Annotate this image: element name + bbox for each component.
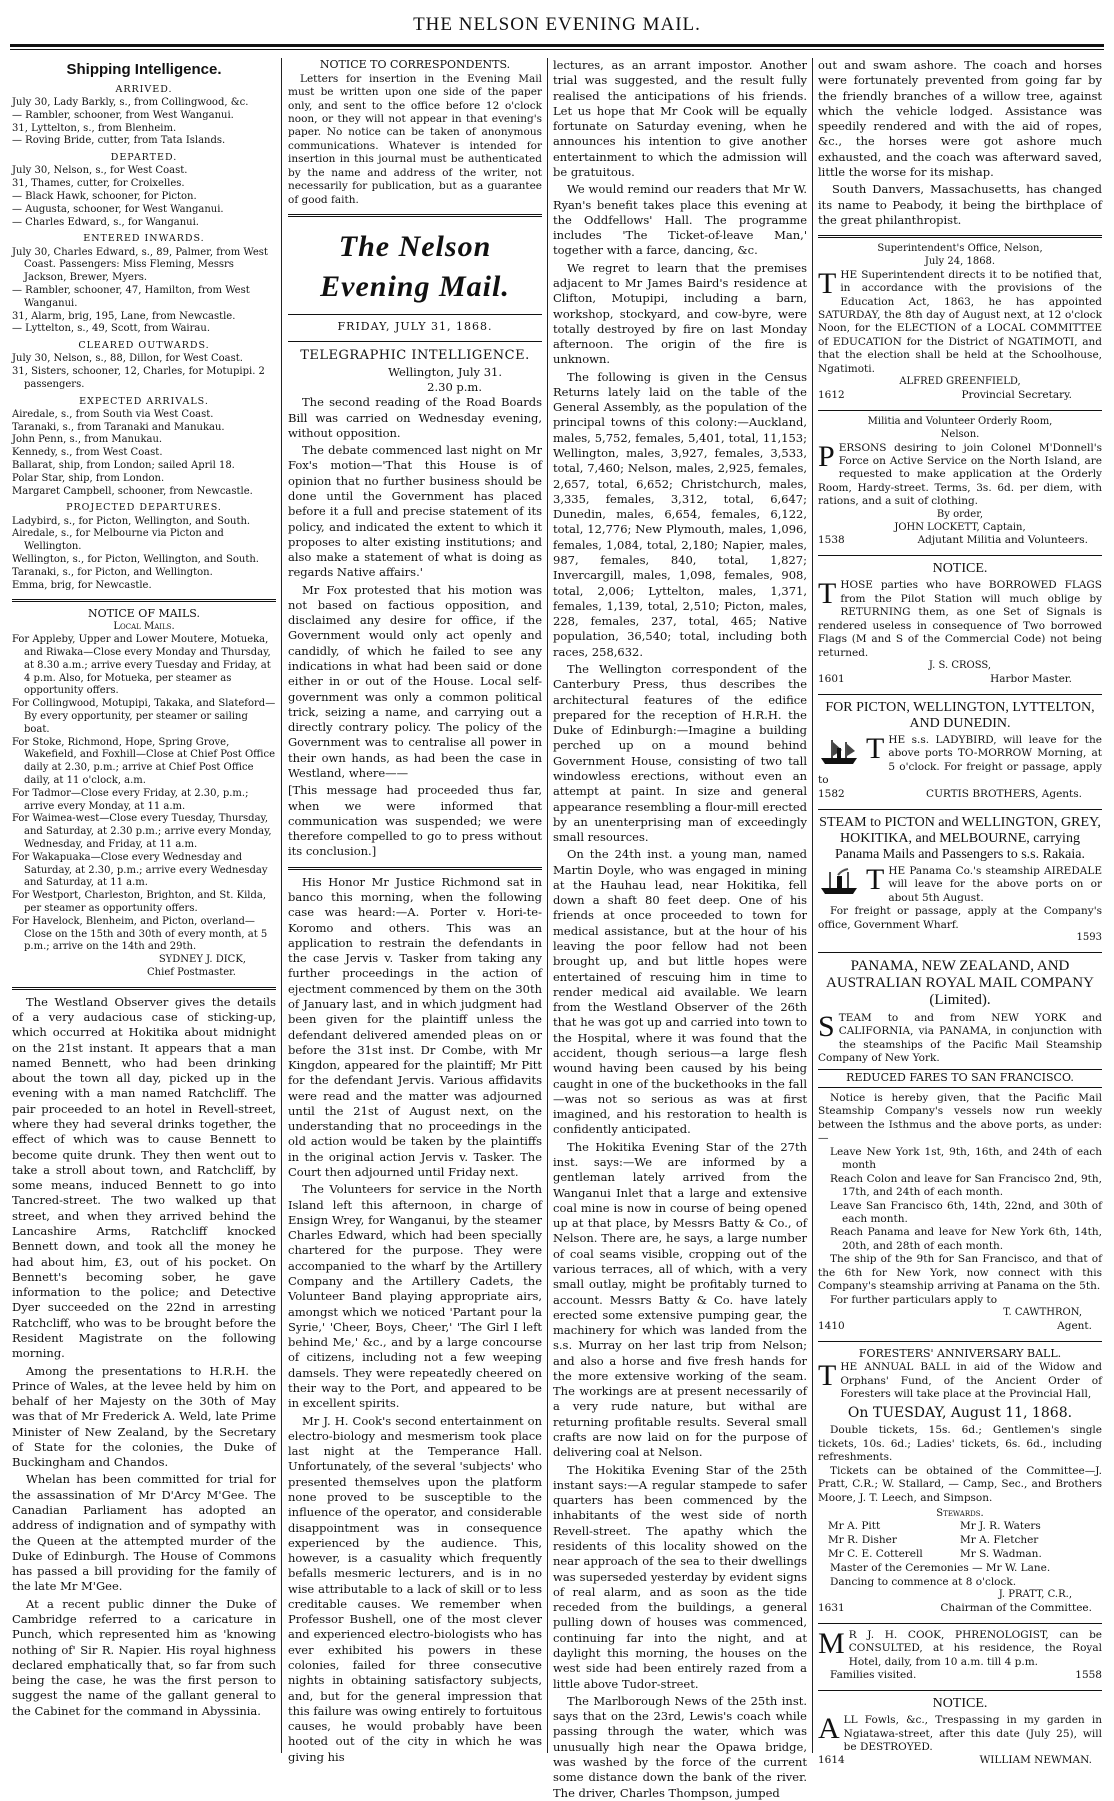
notice-of-mails (12, 607, 276, 979)
masthead: THE NELSON EVENING MAIL. (413, 14, 701, 35)
list-item: For Stoke, Richmond, Hope, Spring Grove, Wakefield, and Foxhill—Close at Chief Post Office daily at 2.30, p.m.; arrive at Chief Post Office daily, at 11 o'clock, a.m. (12, 736, 276, 787)
signature: J. S. CROSS, (928, 659, 992, 671)
ad-text: For freight or passage, apply at the Company's office, Government Wharf. (818, 905, 1102, 931)
ad-number: 1601 (818, 672, 845, 685)
paragraph: lectures, as an arrant impostor. Another trial was suggested, and the result fully realised the anticipations of his friends. Let us hope that Mr Cook will be equally fortunate on Saturday evening, when he announces his intention to give another entertainment to which the admission will be gratuitous. (553, 58, 807, 179)
list-item: July 30, Charles Edward, s., 89, Palmer, from West Coast. Passengers: Miss Fleming, Messrs Jackson, Brewer, Myers. (12, 246, 268, 284)
signature-role: Chief Postmaster. (147, 966, 236, 978)
arrived-heading: ARRIVED. (115, 83, 173, 95)
list-item: For Collingwood, Motupipi, Takaka, and Slateford—By every opportunity, per steamer or sailing boat. (12, 698, 276, 735)
stewards-list (818, 1520, 1102, 1562)
ad-heading: July 24, 1868. (924, 255, 996, 267)
list-item: 31, Alarm, brig, 195, Lane, from Newcastle. (12, 310, 236, 322)
paragraph: The Marlborough News of the 25th inst. says that on the 23rd, Lewis's coach while passing through the water, which was unusually high near the Opawa bridge, was washed by the force of the current some distance down the bank of the river. The driver, Charles Thompson, jumped (553, 1693, 807, 1800)
list-item: Reach Panama and leave for New York 6th, 14th, 20th, and 28th of each month. (830, 1226, 1102, 1252)
ad-number: 1582 (818, 787, 845, 800)
masthead-rule (10, 44, 1104, 47)
paragraph: The Volunteers for service in the North Island left this afternoon, in charge of Ensign Wrey, for Wanganui, by the steamer Charles Edward, which had been specially chartered for the purpose. They were accompanied to the wharf by the Artillery Company and the Artillery Cadets, the Volunteer Band playing appropriate airs, amongst which we noticed 'Partant pour la Syrie,' 'Cheer, Boys, Cheer,' 'The Girl I left behind Me,' &c., and by a large concourse of citizens, including not a few weeping damsels. They were repeatedly cheered on their way to the Port, and appeared to be in excellent spirits. (288, 1182, 542, 1411)
ad-text: Tickets can be obtained of the Committee—J. Pratt, C.R.; W. Stallard, — Camp, Sec., and Brothers Moore, J. T. Leech, and Simpson. (818, 1464, 1102, 1504)
paragraph: The following is given in the Census Returns lately laid on the table of the General Assembly, as the population of the principal towns of this colony:—Auckland, males, 5,752, females, 5,401, total, 11,153; Wellington, males, 3,927, females, 3,533, total, 7,460; Nelson, males, 2,925, females, 2,657, total, 6,652; Christchurch, males, 3,335, females, 3,312, total, 6,647; Dunedin, males, 6,654, females, 6,122, total, 12,776; New Plymouth, males, 1,096, females, 1,084, total, 2,180; Napier, males, 987, females, 840, total, 1,827; Invercargill, males, 1,098, females, 908, total, 2,006; Lyttelton, males, 1,371, females, 1,139, total, 2,510; Picton, males, 228, females, 237, total, 465; Native population, 36,540; total, including both races, 258,632. (553, 369, 807, 659)
list-item: 31, Sisters, schooner, 12, Charles, for Motupipi. 2 passengers. (12, 366, 265, 390)
ad-text: Double tickets, 15s. 6d.; Gentlemen's single tickets, 10s. 6d.; Ladies' tickets, 6s. 6d., including refreshments. (818, 1424, 1102, 1464)
list-item: — Roving Bride, cutter, from Tata Islands. (12, 135, 226, 147)
column-divider (547, 58, 548, 1753)
drop-cap: T (818, 577, 837, 611)
ad-text: ERSONS desiring to join Colonel M'Donnell's Force on Active Service on the North Island, are requested to make application at the Orderly Room, Hardy-street. Terms, 3s. 6d. per diem, with rations, and a suit of clothing. (818, 441, 1102, 508)
ad-title: FOR PICTON, WELLINGTON, LYTTELTON, AND DUNEDIN. (825, 699, 1095, 731)
paragraph: The Hokitika Evening Star of the 27th inst. says:—We are informed by a gentleman lately arrived from the Wanganui Inlet that a large and extensive coal mine is now in course of being opened up at that place, by Messrs Batty & Co., of Nelson. There are, he says, a large number of coal seams visible, cropping out of the various terraces, all of which, with a very small outlay, might be profitably turned to account. Messrs Batty & Co. have lately erected some extensive pumping gear, the machinery for which was landed from the s.s. Murray on her last trip from Nelson; and also a horse and five fresh hands for the more extensive working of the seam. The workings are at present necessarily of a very rude nature, but withal are returning profitable results. Several small crafts are now laid on for the purpose of delivering coal at Nelson. (553, 1139, 807, 1460)
list-item: Mr S. Wadman. (960, 1548, 1042, 1561)
paragraph: The debate commenced last night on Mr Fox's motion—'That this House is of opinion that no further business should be done until the Government has placed before it a full and precise statement of its policy, and indicated the extent to which it proposes to alter existing institutions; and also make a statement of what is doing as regards Native affairs.' (288, 443, 542, 580)
ad-heading: Militia and Volunteer Orderly Room, (867, 415, 1053, 427)
list-item: Ladybird, s., for Picton, Wellington, and South. (12, 515, 251, 527)
signature: CURTIS BROTHERS, Agents. (926, 787, 1082, 800)
signature-role: Adjutant Militia and Volunteers. (917, 534, 1088, 547)
list-item: For Tadmor—Close every Friday, at 2.30, p.m.; arrive every Monday, at 11 a.m. (12, 787, 249, 812)
ad-number: 1593 (1076, 932, 1102, 944)
column-4 (818, 58, 1102, 1767)
divider (818, 1690, 1102, 1691)
drop-cap: S (818, 1009, 835, 1043)
list-item: Mr J. R. Waters (960, 1520, 1041, 1533)
mails-title: NOTICE OF MAILS. (88, 607, 200, 621)
list-item: For Havelock, Blenheim, and Picton, overland—Close on the 15th and 30th of every month, at 5 p.m.; arrive on the 14th and 29th. (12, 915, 268, 953)
column-1 (12, 58, 276, 1753)
paragraph: His Honor Mr Justice Richmond sat in banco this morning, when the following case was heard:—A. Porter v. Hori-te-Koromo and others. This was an application to restrain the defendants in the case Jervis v. Tasker from taking any further proceedings in the action of ejectment commenced by them on the 30th of January last, and in which judgment had been given for the plaintiff unless the defendant delivered amended pleas on or before the 31st inst. Dr Combe, with Mr Kingdon, appeared for the plaintiff; Mr Pitt for the defendant Jervis. Various affidavits were read and the matter was adjourned until the 21st of August next, on the understanding that no proceedings in the old action would be taken by the plaintiffs in the original action Jervis v. Tasker. The Court then adjourned until Friday next. (288, 874, 542, 1180)
list-item: Wellington, s., for Picton, Wellington, and South. (12, 553, 259, 565)
paragraph: out and swam ashore. The coach and horses were fortunately prevented from going far by the friendly branches of a willow tree, against which the vehicle lodged. Assistance was speedily rendered and with the aid of ropes, &c., the horses were got ashore much exhausted, and the coach was afterward saved, little the worse for its mishap. (818, 58, 1102, 179)
drop-cap: T (818, 266, 837, 300)
list-item: Leave New York 1st, 9th, 16th, and 24th of each month (830, 1145, 1102, 1172)
signature: WILLIAM NEWMAN. (979, 1754, 1092, 1767)
drop-cap: M (818, 1626, 845, 1660)
paragraph: The Westland Observer gives the details of a very audacious case of sticking-up, which occurred at Hokitika about midnight on the 21st instant. It appears that a man named Bennett, who had been drinking about the town all day, picked up in the evening with a man named Ratchcliff. The pair proceeded to an hotel in Revell-street, where they had several drinks together, the effect of which was to cause Bennett to become quite drunk. They then went out to take a stroll about town, and Ratchcliff, by some means, induced Bennett to go into Tancred-street. The two walked up that street, and when they arrived behind the Lancashire Arms, Ratchcliff knocked Bennett down, and took all the money he had about him, £3, out of his pocket. On Bennett's becoming sober, he gave information to the police; and Detective Dyer succeeded on the 22nd in arresting Ratchcliff, who was to be brought before the Resident Magistrate on the following morning. (12, 994, 276, 1361)
masthead-rule-thin (10, 49, 1104, 50)
paragraph: Mr J. H. Cook's second entertainment on electro-biology and mesmerism took place last night at the Temperance Hall. Unfortunately, of the several 'subjects' who presented themselves upon the platform none proved to be susceptible to the influence of the operator, and considerable disappointment was in consequence experienced by the audience. This, however, is a casuality which frequently befalls mesmeric lecturers, and is in no wise attributable to a lack of skill or to less creditable causes. We remember when Professor Bushell, one of the most clever and experienced electro-biologists who has ever exhibited his powers in these colonies, failed for three consecutive nights in obtaining satisfactory subjects, and, but for the general impression that this failure was owing entirely to fortuitous causes, he would probably have been hooted out of the city in which he was giving his (288, 1413, 542, 1764)
ad-number: 1612 (818, 388, 845, 401)
ad-text: Dancing to commence at 8 o'clock. (830, 1575, 1017, 1588)
ad-text: Notice is hereby given, that the Pacific Mail Steamship Company's vessels now run weekly between the Isthmus and the above ports, as under:— (818, 1092, 1102, 1145)
ad-number: 1410 (818, 1319, 845, 1332)
ad-title: FORESTERS' ANNIVERSARY BALL. (858, 1346, 1062, 1360)
advertisement-foresters-ball (818, 1347, 1102, 1616)
paragraph: We regret to learn that the premises adjacent to Mr James Baird's residence at Clifton, Motupipi, including a barn, workshop, stockyard, and cow-byre, were totally destroyed by fire on last Monday afternoon. The origin of the fire is unknown. (553, 260, 807, 367)
list-item: For Waimea-west—Close every Tuesday, Thursday, and Saturday, at 2.30 p.m.; arrive every Monday, Wednesday, and Friday, at 11 a.m. (12, 813, 272, 850)
list-item: — Black Hawk, schooner, for Picton. (12, 191, 197, 203)
advertisement-militia (818, 416, 1102, 548)
list-item: Margaret Campbell, schooner, from Newcastle. (12, 485, 253, 497)
signature: ALFRED GREENFIELD, (899, 376, 1021, 388)
ad-text: TEAM to and from NEW YORK and CALIFORNIA, via PANAMA, in conjunction with the steamships of the Pacific Mail Steamship Company of New York. (818, 1011, 1102, 1064)
ad-number: 1538 (818, 534, 845, 547)
nameplate: The Nelson Evening Mail. (320, 230, 510, 303)
advertisement-flags (818, 561, 1102, 686)
list-item: Reach Colon and leave for San Francisco 2nd, 9th, 17th, and 24th of each month. (830, 1172, 1102, 1199)
paragraph: We would remind our readers that Mr W. Ryan's benefit takes place this evening at the Oddfellows' Hall. The programme includes 'The Ticket-of-leave Man,' together with a farce, dancing, &c. (553, 182, 807, 258)
signature-role: Harbor Master. (990, 672, 1072, 685)
drop-cap: T (818, 1359, 837, 1393)
drop-cap: T (866, 731, 885, 765)
list-item: Taranaki, s., for Picton, and Wellington. (12, 566, 213, 578)
signature: SYDNEY J. DICK, (158, 954, 246, 966)
signature-role: Chairman of the Committee. (940, 1601, 1092, 1614)
list-item: For Wakapuaka—Close every Wednesday and Saturday, at 2.30, p.m.; arrive every Wednesday and Saturday, at 11 a.m. (12, 851, 268, 889)
list-item: — Rambler, schooner, 47, Hamilton, from West Wanganui. (12, 284, 250, 309)
advertisement-airedale (818, 815, 1102, 945)
list-item: — Charles Edward, s., for Wanganui. (12, 216, 199, 228)
mails-subtitle: Local Mails. (113, 621, 175, 633)
ad-heading: Nelson. (940, 428, 980, 440)
signature-role: Agent. (1057, 1319, 1092, 1332)
ad-date: On TUESDAY, August 11, 1868. (847, 1404, 1073, 1421)
article-body (12, 995, 276, 1719)
ad-text: HE Superintendent directs it to be notified that, in accordance with the provisions of the Education Act, 1863, he has appointed SATURDAY, the 8th day of August next, at 12 o'clock Noon, for the ELECTION of a LOCAL COMMITTEE of EDUCATION for the District of NGATIMOTI, and that the election shall be held at the Schoolhouse, Ngatimoti. (818, 268, 1102, 375)
divider (818, 235, 1102, 238)
list-item: — Lyttelton, s., 49, Scott, from Wairau. (12, 323, 210, 335)
notice-title: NOTICE TO CORRESPONDENTS. (319, 58, 511, 71)
list-item: 31, Thames, cutter, for Croixelles. (12, 178, 185, 190)
list-item: 31, Lyttelton, s., from Blenheim. (12, 122, 177, 134)
ad-text: Families visited. (830, 1669, 917, 1682)
ad-number: 1558 (1075, 1669, 1102, 1682)
paragraph: At a recent public dinner the Duke of Cambridge referred to a caricature in Punch, which represented him as 'knowing nothing of' Sir R. Napier. His royal highness declared emphatically that, so far from such being the case, he was the first person to suggest the name of the gallant general to the Cabinet for the command in Abyssinia. (12, 1596, 276, 1718)
ad-title: NOTICE. (932, 1695, 988, 1711)
entered-heading: ENTERED INWARDS. (83, 233, 205, 245)
list-item: Taranaki, s., from Taranaki and Manukau. (12, 421, 225, 433)
shipping-intelligence (12, 84, 276, 592)
advertisement-phrenologist (818, 1626, 1102, 1683)
list-item: July 30, Lady Barkly, s., from Collingwood, &c. (12, 97, 249, 109)
divider (288, 314, 542, 315)
list-item: For Appleby, Upper and Lower Moutere, Motueka, and Riwaka—Close every Monday and Thursday, at 8.30 a.m.; arrive every Tuesday and Friday, at 4 p.m. Also, for Motueka, per steamer as opportunity offers. (12, 634, 271, 697)
column-divider (281, 58, 282, 1753)
divider (288, 214, 542, 217)
list-item: John Penn, s., from Manukau. (12, 434, 163, 446)
paragraph: Among the presentations to H.R.H. the Prince of Wales, at the levee held by him on behalf of her Majesty on the 30th of May was that of Mr Frederick A. Weld, late Prime Minister of New Zealand, by the Secretary of State for the colonies, the Duke of Buckingham and Chandos. (12, 1363, 276, 1470)
ad-text: R J. H. COOK, PHRENOLOGIST, can be CONSULTED, at his residence, the Royal Hotel, daily, from 10 a.m. till 4 p.m. (848, 1628, 1102, 1668)
signature: J. PRATT, C.R., (998, 1588, 1072, 1600)
ad-text: Master of the Ceremonies — Mr W. Lane. (830, 1562, 1051, 1575)
list-item: Ballarat, ship, from London; sailed April 18. (12, 460, 235, 472)
list-item: Airedale, s., for Melbourne via Picton and Wellington. (12, 528, 224, 553)
list-item: Airedale, s., from South via West Coast. (12, 408, 214, 420)
paragraph: The second reading of the Road Boards Bill was carried on Wednesday evening, without opposition. (288, 395, 542, 440)
ad-text: LL Fowls, &c., Trespassing in my garden in Ngiatawa-street, after this date (July 25), will be DESTROYED. (843, 1714, 1102, 1753)
paragraph: [This message had proceeded thus far, when we were informed that communication was suspended; we were therefore compelled to go to press without its conclusion.] (288, 783, 542, 859)
signature: T. CAWTHRON, (1003, 1307, 1082, 1319)
list-item: Polar Star, ship, from London. (12, 472, 165, 484)
list-item: July 30, Nelson, s., 88, Dillon, for West Coast. (12, 353, 243, 365)
list-item: — Rambler, schooner, from West Wanganui. (12, 109, 234, 121)
notice-text: Letters for insertion in the Evening Mail must be written upon one side of the paper only, and sent to the office before 12 o'clock noon, or they will not appear in that evening's paper. No notice can be taken of anonymous communications. Whatever is intended for insertion in this journal must be authenticated by the name and address of the writer, not necessarily for publication, but as a guarantee of good faith. (288, 72, 542, 206)
ad-heading: Superintendent's Office, Nelson, (877, 243, 1043, 255)
paragraph: On the 24th inst. a young man, named Martin Doyle, who was engaged in mining at the Hauhau lead, near Hokitika, fell down a shaft 80 feet deep. One of his friends at once proceeded to town for medical assistance, but at the hour of his leaving the poor fellow had not been brought up, and but little hopes were entertained of rescuing him in time to render medical aid available. We learn from the Westland Observer of the 26th that he was got up and carried into town to the Hospital, where it was found that the accident, though serious—a large flesh wound having been caused by his being caught in one of the buckethooks in the fall—was not so serious as was at first imagined, and his restoration to health is confidently anticipated. (553, 847, 807, 1137)
ad-title: NOTICE. (932, 561, 988, 577)
divider (12, 599, 276, 602)
telegraphic-title: TELEGRAPHIC INTELLIGENCE. (300, 348, 530, 364)
list-item: Mr C. E. Cotterell (828, 1548, 923, 1561)
list-item: July 30, Nelson, s., for West Coast. (12, 165, 188, 177)
divider (818, 694, 1102, 695)
divider (818, 1623, 1102, 1624)
divider (818, 952, 1102, 953)
advertisement-fowls (818, 1696, 1102, 1768)
list-item: Mr A. Pitt (828, 1520, 881, 1533)
divider (12, 987, 276, 990)
drop-cap: A (818, 1712, 840, 1746)
ad-byline: By order, (936, 508, 984, 520)
column-3 (553, 58, 807, 1800)
steamship-icon (818, 867, 860, 897)
signature: JOHN LOCKETT, Captain, (894, 521, 1026, 533)
drop-cap: T (866, 862, 885, 896)
dateline-place: Wellington, July 31. (388, 364, 502, 379)
list-item: Mr R. Disher (828, 1534, 897, 1547)
paragraph: Mr Fox protested that his motion was not based on factious opposition, and disclaimed any desire for office, if the Government would only act openly and candidly, of which he failed to see any indications in what had been said or done either in or out of the House. Local self-government was only a common political trick, seizing a name, and carrying out a directly contrary policy. The policy of the Government was to centralise all power in their own hands, as had been the case in Westland, where—— (288, 582, 542, 780)
dateline-time: 2.30 p.m. (427, 379, 482, 394)
list-item: Kennedy, s., from West Coast. (12, 447, 163, 459)
list-item: Leave San Francisco 6th, 14th, 22nd, and 30th of each month. (830, 1199, 1102, 1225)
list-item: For Westport, Charleston, Brighton, and St. Kilda, per steamer as opportunity offers. (12, 890, 267, 914)
departed-heading: DEPARTED. (110, 152, 178, 164)
ship-icon (818, 736, 860, 766)
paragraph: The Hokitika Evening Star of the 25th instant says:—A regular stampede to safer quarters has been commenced by the inhabitants of the west side of north Revell-street. The apathy which the residents of this locality showed on the near approach of the sea to their dwellings was superseded yesterday by evident signs of real alarm, and as soon as the tide receded from the buildings, a general pulling down of houses was commenced, continuing far into the night, and at daylight this morning, the houses on the west side had been entirely razed from a little above Tudor-street. (553, 1462, 807, 1691)
list-item: Emma, brig, for Newcastle. (12, 579, 152, 591)
ad-title: PANAMA, NEW ZEALAND, AND AUSTRALIAN ROYAL MAIL COMPANY (Limited). (826, 957, 1094, 1009)
expected-heading: EXPECTED ARRIVALS. (79, 395, 209, 407)
divider (818, 1341, 1102, 1342)
column-divider (812, 58, 813, 1753)
paragraph: The Wellington correspondent of the Canterbury Press, thus describes the architectural features of the edifice prepared for the reception of H.R.H. the Duke of Edinburgh:—Imagine a building perched up on a mound behind Government House, consisting of two tall windowless erections, without even an attempt at paint. In size and general appearance resembling a flour-mill erected by an unenterprising man of exceedingly small resources. (553, 661, 807, 845)
drop-cap: P (818, 439, 835, 473)
ad-title: STEAM to PICTON and WELLINGTON, GREY, HOKITIKA, and MELBOURNE, carrying Panama Mails and Passengers to s.s. Rakaia. (819, 814, 1101, 862)
ad-text: The ship of the 9th for San Francisco, and that of the 6th for New York, now connect with this Company's steamship arriving at Panama on the 5th. (818, 1253, 1102, 1293)
signature-role: Provincial Secretary. (961, 388, 1072, 401)
ad-subtitle: REDUCED FARES TO SAN FRANCISCO. (818, 1069, 1102, 1088)
stewards-heading: Stewards. (936, 1507, 984, 1519)
advertisement-education (818, 243, 1102, 403)
cleared-heading: CLEARED OUTWARDS. (78, 340, 210, 352)
projected-heading: PROJECTED DEPARTURES. (66, 502, 222, 514)
advertisement-ladybird (818, 700, 1102, 802)
list-item: — Augusta, schooner, for West Wanganui. (12, 203, 224, 215)
ad-text: HE ANNUAL BALL in aid of the Widow and Orphans' Fund, of the Ancient Order of Foresters will take place at the Provincial Hall, (840, 1361, 1102, 1401)
shipping-title: Shipping Intelligence. (66, 61, 222, 78)
ad-text: For further particulars apply to (830, 1293, 998, 1306)
advertisement-panama (818, 958, 1102, 1334)
ad-text: HE s.s. LADYBIRD, will leave for the above ports TO-MORROW Morning, at 5 o'clock. For freight or passage, apply to (818, 733, 1102, 787)
divider (288, 341, 542, 342)
divider (818, 809, 1102, 810)
paragraph: South Danvers, Massachusetts, has changed its name to Peabody, it being the birthplace of the great philanthropist. (818, 182, 1102, 227)
list-item: Mr A. Fletcher (960, 1534, 1039, 1547)
divider (818, 555, 1102, 556)
paragraph: Whelan has been committed for trial for the assassination of Mr D'Arcy M'Gee. The Canadian Parliament has adopted an address of indignation and of sympathy with the Queen at the attempted murder of the Duke of Edinburgh. The House of Commons has passed a bill providing for the family of the late Mr M'Gee. (12, 1472, 276, 1594)
ad-number: 1631 (818, 1601, 845, 1614)
divider (818, 410, 1102, 411)
column-2 (288, 58, 542, 1764)
ad-text: HOSE parties who have BORROWED FLAGS from the Pilot Station will much oblige by RETURNING them, as one Set of Signals is rendered useless in consequence of Two borrowed Flags (M and S of the Commercial Code) not being returned. (818, 579, 1102, 659)
divider (288, 867, 542, 870)
ad-number: 1614 (818, 1754, 845, 1767)
issue-date: FRIDAY, JULY 31, 1868. (337, 319, 493, 333)
ad-text: HE Panama Co.'s steamship AIREDALE will leave for the above ports on or about 5th August. (888, 864, 1102, 904)
